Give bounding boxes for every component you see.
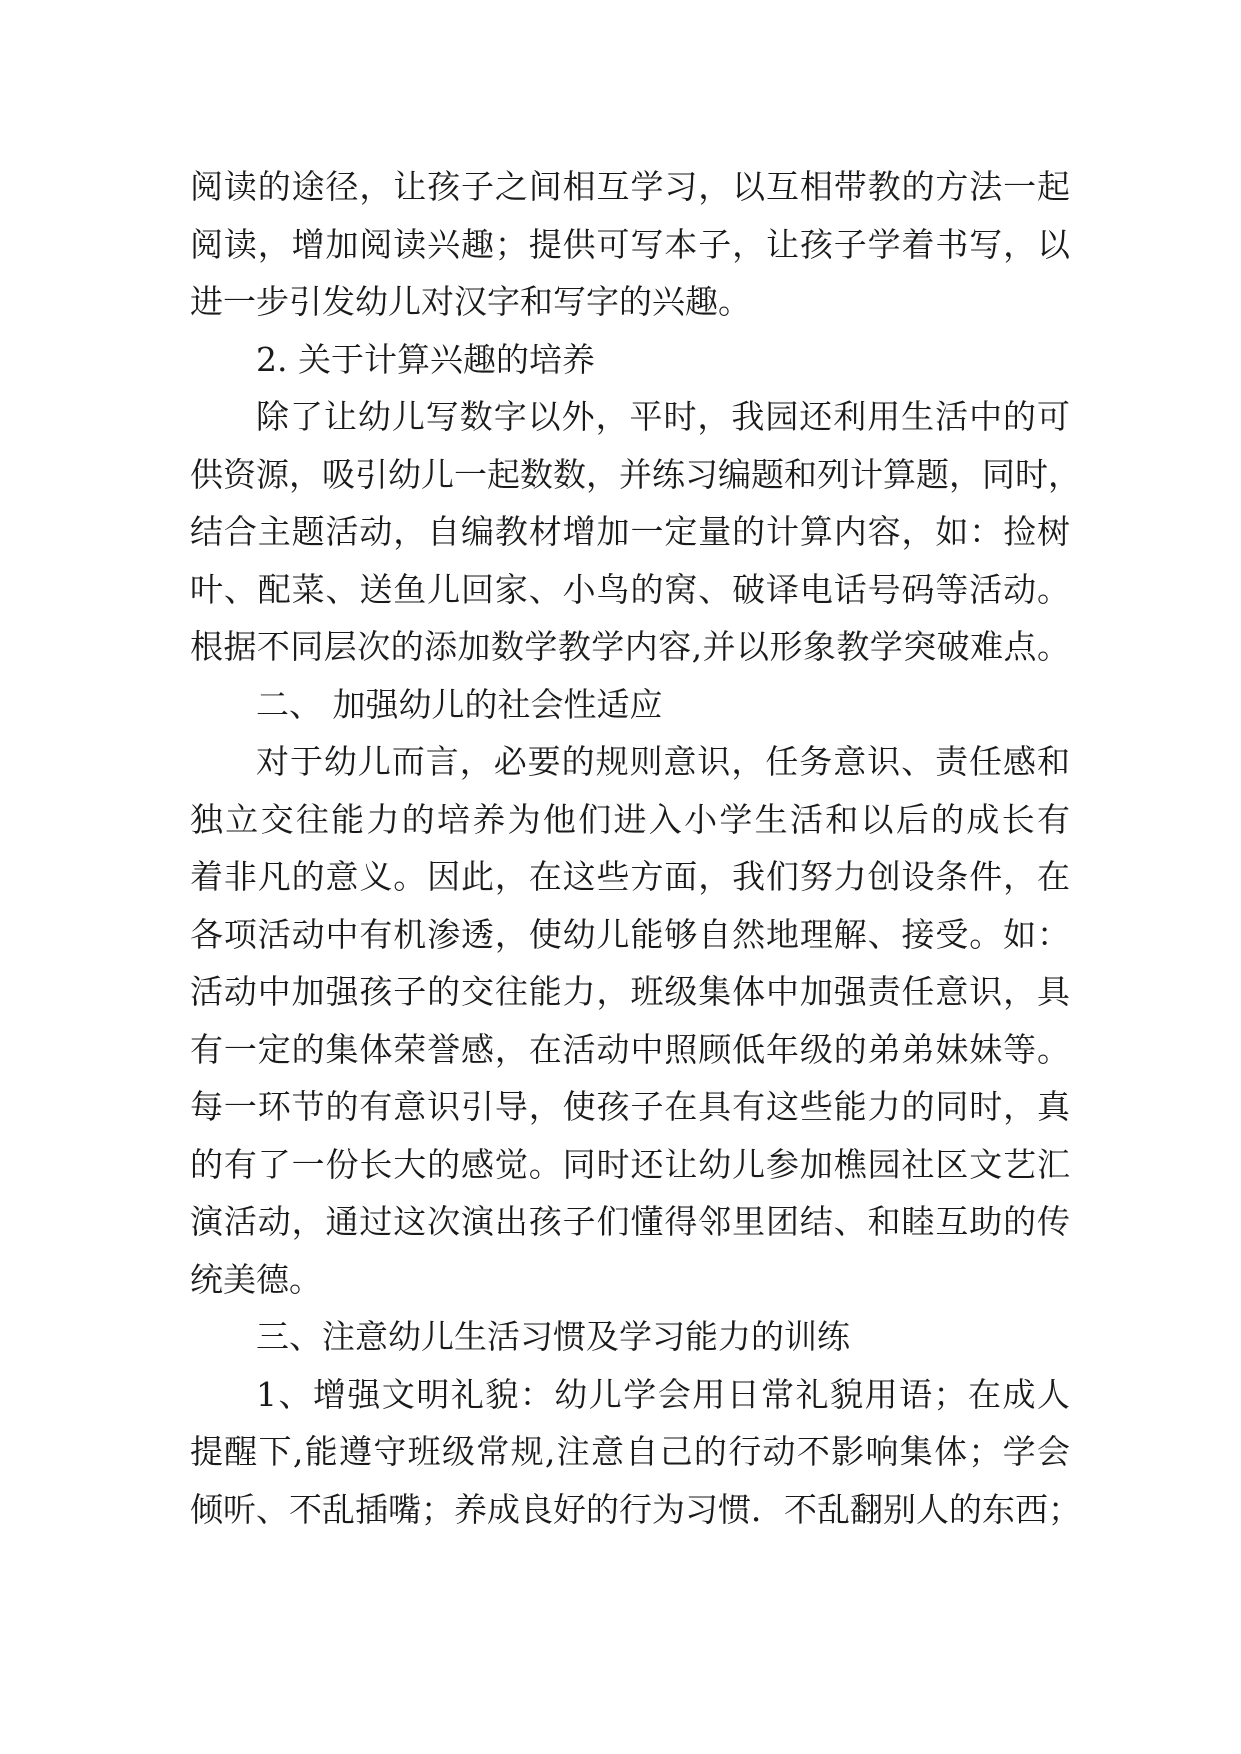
- text-line: 的有了一份长大的感觉。同时还让幼儿参加樵园社区文艺汇: [190, 1144, 1070, 1184]
- text-line: 供资源，吸引幼儿一起数数，并练习编题和列计算题，同时，: [190, 454, 1081, 494]
- document-body: [190, 158, 1081, 1538]
- section-heading: 二、 加强幼儿的社会性适应: [256, 684, 663, 724]
- text-line: 有一定的集体荣誉感，在活动中照顾低年级的弟弟妹妹等。: [190, 1029, 1070, 1069]
- text-line: 提醒下,能遵守班级常规,注意自己的行动不影响集体；学会: [190, 1432, 1070, 1471]
- text-line: 进一步引发幼儿对汉字和写字的兴趣。: [190, 282, 751, 321]
- text-line: 倾听、不乱插嘴；养成良好的行为习惯．不乱翻别人的东西；: [190, 1489, 1081, 1529]
- text-line: 结合主题活动，自编教材增加一定量的计算内容，如：捡树: [190, 512, 1070, 551]
- text-line: 根据不同层次的添加数学教学内容,并以形象教学突破难点。: [190, 627, 1070, 666]
- text-line: 各项活动中有机渗透，使幼儿能够自然地理解、接受。如：: [190, 914, 1070, 954]
- section-heading: 三、注意幼儿生活习惯及学习能力的训练: [256, 1317, 850, 1356]
- text-line: 演活动，通过这次演出孩子们懂得邻里团结、和睦互助的传: [190, 1202, 1070, 1241]
- text-line: 每一环节的有意识引导，使孩子在具有这些能力的同时，真: [190, 1087, 1070, 1126]
- text-line: 独立交往能力的培养为他们进入小学生活和以后的成长有: [190, 799, 1070, 839]
- text-line: 阅读，增加阅读兴趣；提供可写本子，让孩子学着书写，以: [190, 224, 1070, 264]
- text-line: 活动中加强孩子的交往能力，班级集体中加强责任意识，具: [190, 972, 1070, 1011]
- text-line: 叶、配菜、送鱼儿回家、小鸟的窝、破译电话号码等活动。: [190, 569, 1070, 609]
- text-line: 1、增强文明礼貌：幼儿学会用日常礼貌用语；在成人: [256, 1374, 1070, 1414]
- text-line: 阅读的途径，让孩子之间相互学习，以互相带教的方法一起: [190, 167, 1070, 206]
- text-line: 统美德。: [190, 1259, 322, 1299]
- text-line: 对于幼儿而言，必要的规则意识，任务意识、责任感和: [256, 742, 1070, 781]
- text-line: 着非凡的意义。因此，在这些方面，我们努力创设条件，在: [190, 857, 1070, 896]
- text-line: 除了让幼儿写数字以外，平时，我园还利用生活中的可: [256, 397, 1070, 436]
- section-heading: 2. 关于计算兴趣的培养: [256, 339, 595, 379]
